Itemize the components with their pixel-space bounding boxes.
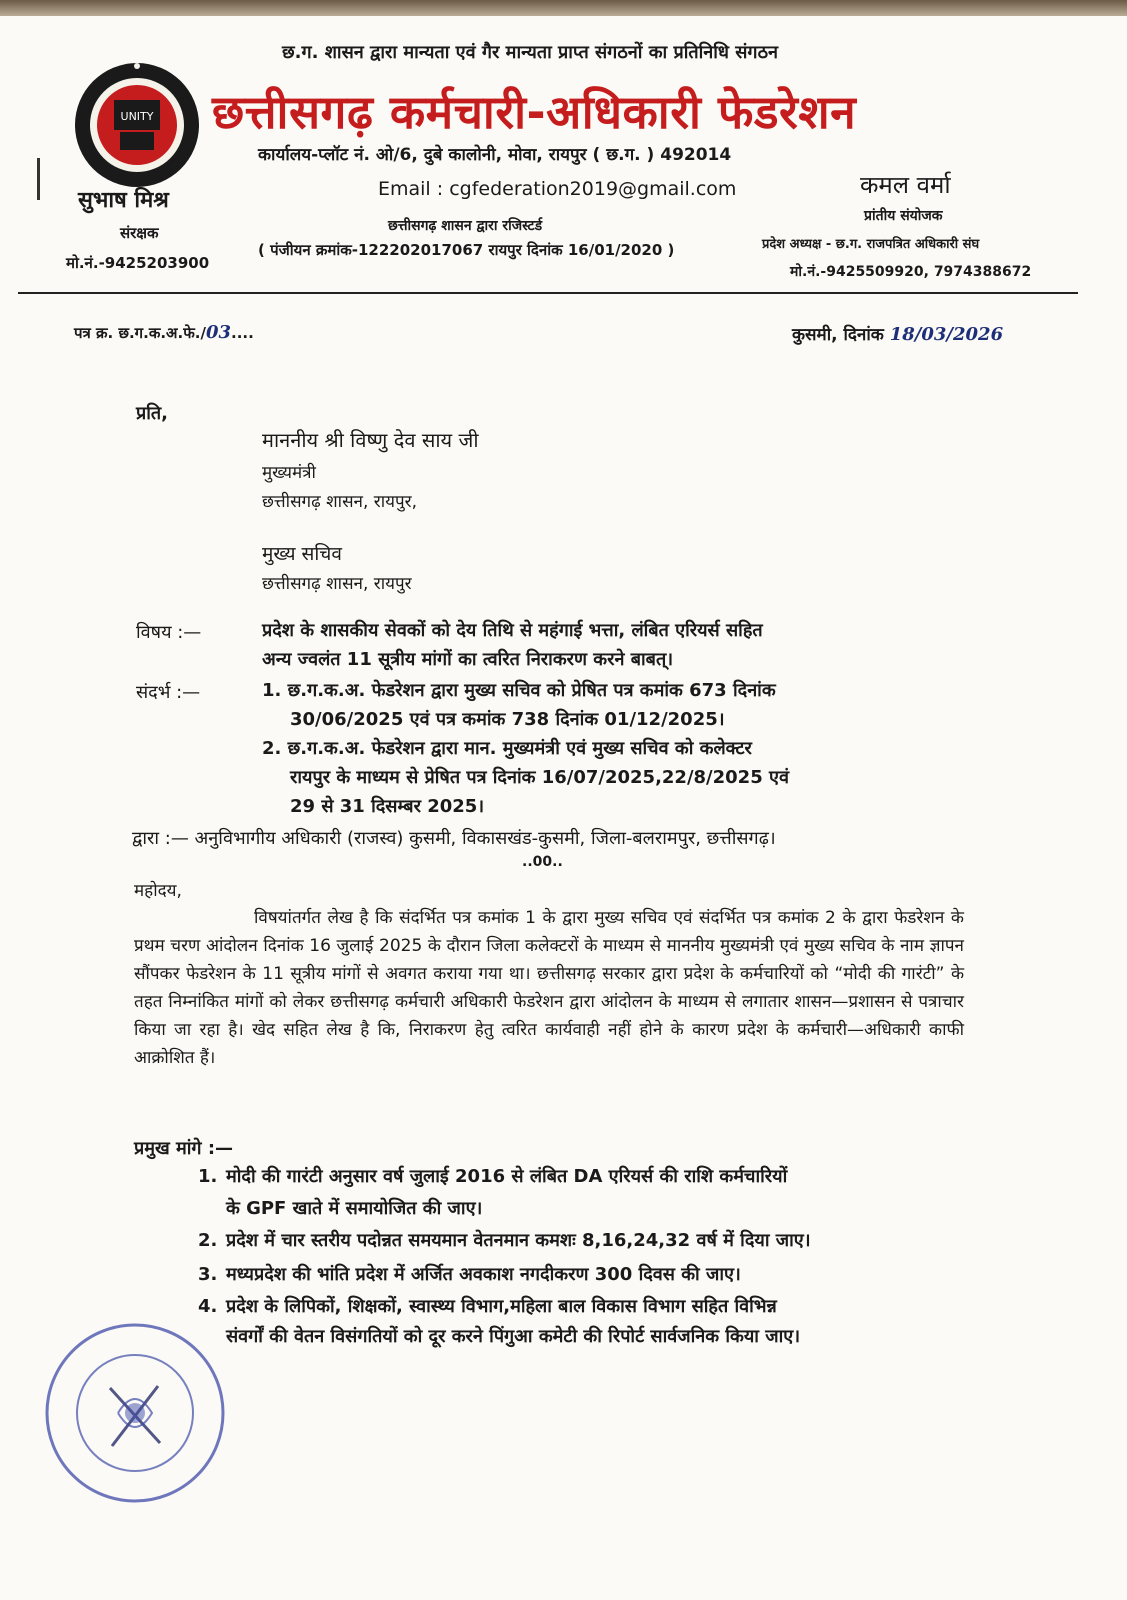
recipient-1-title: मुख्यमंत्री: [262, 463, 316, 483]
demand-3-line-1: मध्यप्रदेश की भांति प्रदेश में अर्जित अवकाश नगदीकरण 300 दिवस की जाए।: [226, 1264, 741, 1285]
subject-line-1: प्रदेश के शासकीय सेवकों को देय तिथि से महंगाई भत्ता, लंबित एरियर्स सहित: [262, 620, 763, 641]
reference-1-line-2: 30/06/2025 एवं पत्र कमांक 738 दिनांक 01/12/2025।: [290, 709, 725, 730]
recipient-1-office: छत्तीसगढ़ शासन, रायपुर,: [262, 492, 418, 512]
ref-number: 03: [205, 322, 232, 343]
salutation: महोदय,: [134, 881, 182, 901]
margin-mark: [37, 158, 40, 200]
registration-number: ( पंजीयन क्रमांक-122202017067 रायपुर दिनांक 16/01/2020 ): [258, 241, 675, 259]
reference-2-line-3: 29 से 31 दिसम्बर 2025।: [290, 796, 485, 817]
logo-text: UNITY: [120, 110, 154, 123]
recipient-2-title: मुख्य सचिव: [262, 543, 342, 565]
recipient-2-office: छत्तीसगढ़ शासन, रायपुर: [262, 574, 412, 594]
reference-2-line-2: रायपुर के माध्यम से प्रेषित पत्र दिनांक 16/07/2025,22/8/2025 एवं: [290, 767, 789, 788]
document-page: [0, 16, 1127, 1600]
to-label: प्रति,: [136, 403, 169, 424]
convener-phone: मो.नं.-9425509920, 7974388672: [790, 264, 1032, 280]
demand-1-line-2: के GPF खाते में समायोजित की जाए।: [226, 1198, 483, 1219]
email-address: Email : cgfederation2019@gmail.com: [378, 178, 737, 200]
separator: ..00..: [522, 854, 563, 870]
reference-1-line-1: 1. छ.ग.क.अ. फेडरेशन द्वारा मुख्य सचिव को प्रेषित पत्र कमांक 673 दिनांक: [262, 680, 776, 701]
registration-line: छत्तीसगढ़ शासन द्वारा रजिस्टर्ड: [388, 218, 543, 234]
demand-4-line-2: संवर्गों की वेतन विसंगतियों को दूर करने पिंगुआ कमेटी की रिपोर्ट सार्वजनिक किया जाए।: [226, 1326, 801, 1347]
convener-designation: प्रदेश अध्यक्ष - छ.ग. राजपत्रित अधिकारी संघ: [762, 237, 980, 252]
place-label: कुसमी, दिनांक: [792, 325, 884, 345]
convener-role: प्रांतीय संयोजक: [864, 208, 943, 224]
reference-label: संदर्भ :—: [136, 682, 201, 703]
demand-1-number: 1.: [198, 1166, 218, 1187]
demand-2-line-1: प्रदेश में चार स्तरीय पदोन्नत समयमान वेतनमान कमशः 8,16,24,32 वर्ष में दिया जाए।: [226, 1230, 811, 1251]
demand-3-number: 3.: [198, 1264, 218, 1285]
ref-prefix: पत्र क्र. छ.ग.क.अ.फे./: [74, 324, 206, 342]
organization-name: छत्तीसगढ़ कर्मचारी-अधिकारी फेडरेशन: [212, 85, 857, 139]
demands-heading: प्रमुख मांगे :—: [134, 1138, 234, 1159]
reference-2-line-1: 2. छ.ग.क.अ. फेडरेशन द्वारा मान. मुख्यमंत्री एवं मुख्य सचिव को कलेक्टर: [262, 738, 752, 759]
patron-name: सुभाष मिश्र: [78, 188, 169, 213]
letter-date: 18/03/2026: [889, 324, 1004, 345]
patron-phone: मो.नं.-9425203900: [66, 254, 210, 272]
federation-logo: [72, 60, 202, 190]
subject-label: विषय :—: [136, 622, 202, 643]
body-paragraph: विषयांतर्गत लेख है कि संदर्भित पत्र कमांक 1 के द्वारा मुख्य सचिव एवं संदर्भित पत्र कमांक 2 के द्वारा फेडरेशन के प्रथम चरण आंदोलन दिनांक 16 जुलाई 2025 के दौरान जिला कलेक्टरों के माध्यम से माननीय मुख्यमंत्री एवं मुख्य सचिव के नाम ज्ञापन सौंपकर फेडरेशन के 11 सूत्रीय मांगों से अवगत कराया गया था। छत्तीसगढ़ सरकार द्वारा प्रदेश के कर्मचारियों को “मोदी की गारंटी” के तहत निम्नांकित मांगों को लेकर छत्तीसगढ़ कर्मचारी अधिकारी फेडरेशन द्वारा आंदोलन के माध्यम से लगातार शासन—प्रशासन से पत्राचार किया जा रहा है। खेद सहित लेख है कि, निराकरण हेतु त्वरित कार्यवाही नहीं होने के कारण प्रदेश के कर्मचारी—अधिकारी काफी आक्रोशित हैं।: [134, 908, 964, 1068]
subject-line-2: अन्य ज्वलंत 11 सूत्रीय मांगों का त्वरित निराकरण करने बाबत्।: [262, 649, 674, 670]
recipient-1-name: माननीय श्री विष्णु देव साय जी: [262, 428, 479, 452]
demand-4-line-1: प्रदेश के लिपिकों, शिक्षकों, स्वास्थ्य विभाग,महिला बाल विकास विभाग सहित विभिन्न: [226, 1296, 777, 1317]
official-seal-stamp: [40, 1318, 230, 1508]
demand-4-number: 4.: [198, 1296, 218, 1317]
through-line: द्वारा :— अनुविभागीय अधिकारी (राजस्व) कुसमी, विकासखंड-कुसमी, जिला-बलरामपुर, छत्तीसगढ़।: [132, 828, 776, 849]
letterhead-divider: [18, 292, 1078, 294]
letter-reference: पत्र क्र. छ.ग.क.अ.फे./03....: [74, 322, 254, 343]
convener-name: कमल वर्मा: [860, 171, 951, 199]
demand-1-line-1: मोदी की गारंटी अनुसार वर्ष जुलाई 2016 से लंबित DA एरियर्स की राशि कर्मचारियों: [226, 1166, 788, 1187]
page-top-edge: [0, 0, 1127, 16]
patron-role: संरक्षक: [120, 224, 159, 242]
tagline: छ.ग. शासन द्वारा मान्यता एवं गैर मान्यता प्राप्त संगठनों का प्रतिनिधि संगठन: [282, 42, 779, 63]
office-address: कार्यालय-प्लॉट नं. ओ/6, दुबे कालोनी, मोवा, रायपुर ( छ.ग. ) 492014: [258, 145, 732, 165]
demand-2-number: 2.: [198, 1230, 218, 1251]
place-and-date: [792, 322, 1003, 345]
